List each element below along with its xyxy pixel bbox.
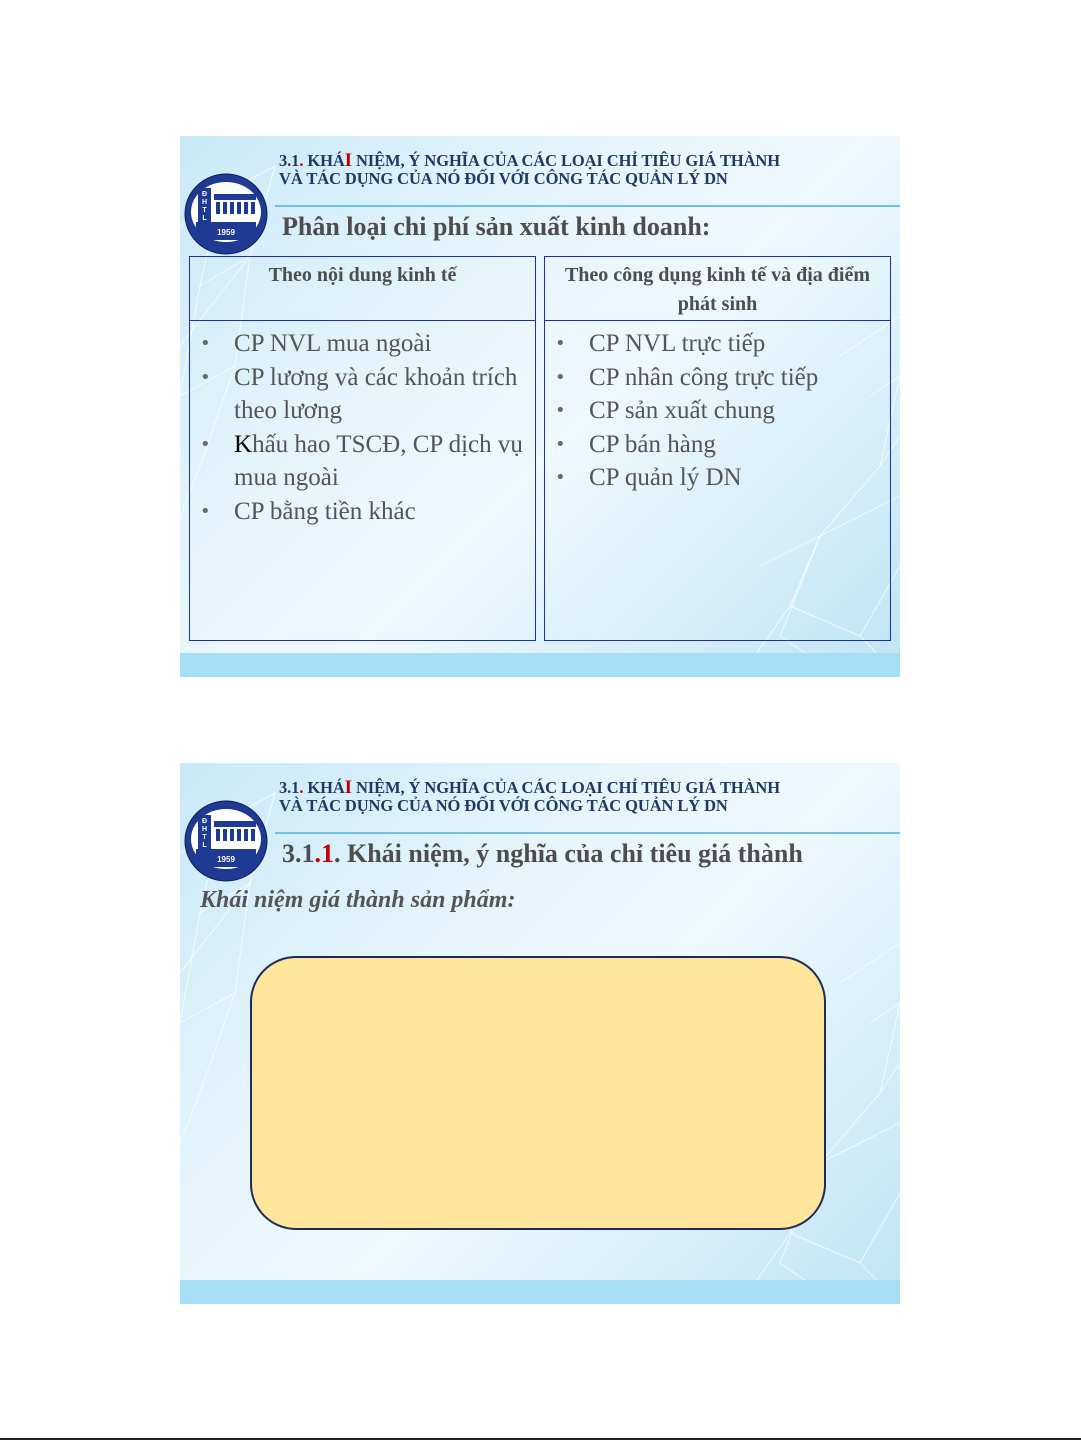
left-column-box (189, 256, 536, 641)
right-column-box (544, 256, 891, 641)
slide-1 (180, 136, 900, 677)
subtitle-text: . Khái niệm, ý nghĩa của chỉ tiêu giá thành (334, 839, 803, 868)
list-item: • CP bằng tiền khác (190, 495, 535, 529)
list-item: • CP sản xuất chung (545, 394, 890, 428)
capital-letter: K (234, 430, 253, 458)
slide-header (279, 779, 899, 815)
university-logo-icon (184, 799, 270, 885)
header-rule (275, 832, 900, 834)
list-item: • CP nhân công trực tiếp (545, 361, 890, 395)
list-item: • CP lương và các khoản trích theo lương (190, 361, 535, 428)
right-column-list (545, 327, 890, 495)
logo-initial-4: L (202, 842, 207, 849)
footer-bar (180, 653, 900, 677)
footer-bar (180, 1280, 900, 1304)
list-item: • CP NVL trực tiếp (545, 327, 890, 361)
definition-box (250, 956, 826, 1230)
header-line2: VÀ TÁC DỤNG CỦA NÓ ĐỐI VỚI CÔNG TÁC QUẢN LÝ DN (279, 796, 728, 815)
bullet-icon: • (200, 366, 211, 388)
bullet-icon: • (555, 433, 566, 455)
header-word-kha: KHÁ (303, 151, 345, 170)
bullet-icon: • (200, 433, 211, 455)
list-item: • Khấu hao TSCĐ, CP dịch vụ mua ngoài (190, 428, 535, 495)
bullet-icon: • (200, 500, 211, 522)
header-line1-rest: NIỆM, Ý NGHĨA CỦA CÁC LOẠI CHỈ TIÊU GIÁ THÀNH (351, 778, 780, 797)
bullet-icon: • (555, 467, 566, 489)
header-section-dot: . (299, 778, 304, 797)
page-bottom-rule (0, 1438, 1081, 1440)
list-item: • CP quản lý DN (545, 461, 890, 495)
header-word-kha: KHÁ (303, 778, 345, 797)
bullet-icon: • (555, 366, 566, 388)
header-section-number: 3.1 (279, 151, 300, 170)
header-line2: VÀ TÁC DỤNG CỦA NÓ ĐỐI VỚI CÔNG TÁC QUẢN LÝ DN (279, 169, 728, 188)
slide-2 (180, 763, 900, 1304)
header-section-dot: . (299, 151, 304, 170)
logo-initial-3: T (202, 834, 207, 841)
bullet-icon: • (555, 333, 566, 354)
subtitle-number: .1 (314, 839, 334, 868)
bullet-icon: • (200, 333, 211, 354)
list-item: • CP bán hàng (545, 428, 890, 462)
right-column-heading: Theo công dụng kinh tế và địa điểm phát sinh (545, 257, 890, 321)
slide-subtitle: Phân loại chi phí sản xuất kinh doanh: (282, 212, 711, 241)
subtitle-prefix: 3.1 (282, 839, 315, 868)
logo-initial-3: T (202, 207, 207, 214)
logo-year: 1959 (217, 228, 235, 237)
header-section-number: 3.1 (279, 778, 300, 797)
logo-initial-2: H (201, 826, 208, 833)
list-item: • CP NVL mua ngoài (190, 327, 535, 361)
bullet-icon: • (555, 400, 566, 422)
logo-initial-4: L (202, 215, 207, 222)
left-column-heading: Theo nội dung kinh tế (190, 257, 535, 321)
slide-header (279, 152, 899, 188)
header-letter-i: I (344, 777, 352, 798)
slide-subtitle (282, 839, 803, 869)
logo-year: 1959 (217, 855, 235, 864)
header-letter-i: I (344, 150, 352, 171)
concept-heading: Khái niệm giá thành sản phẩm: (200, 887, 516, 913)
header-line1-rest: NIỆM, Ý NGHĨA CỦA CÁC LOẠI CHỈ TIÊU GIÁ THÀNH (351, 151, 780, 170)
university-logo-icon (184, 172, 270, 258)
logo-initial-1: Đ (201, 818, 208, 825)
left-column-list (190, 327, 535, 529)
logo-initial-2: H (201, 199, 208, 206)
header-rule (275, 205, 900, 207)
logo-initial-1: Đ (201, 191, 208, 198)
